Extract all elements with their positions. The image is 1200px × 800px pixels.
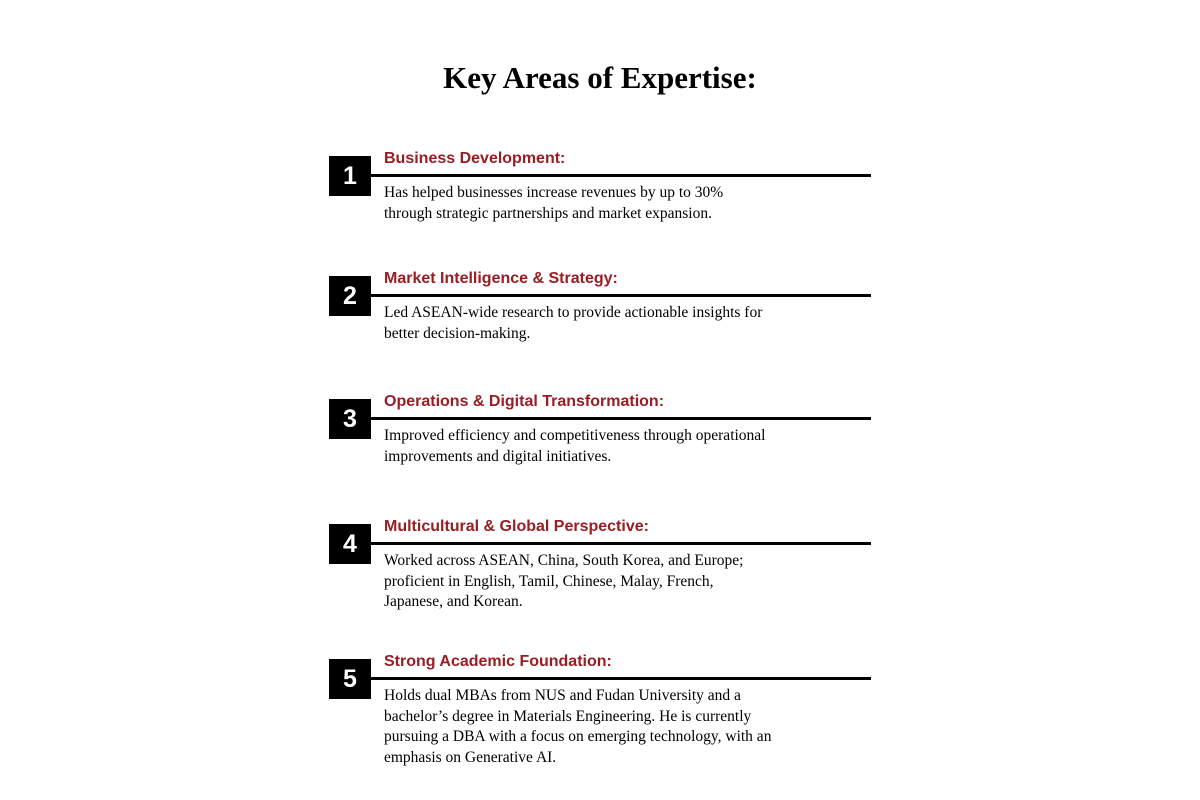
heading-rule	[371, 542, 871, 545]
description-line: Holds dual MBAs from NUS and Fudan University and a	[384, 687, 741, 704]
description-line: pursuing a DBA with a focus on emerging technology, with an	[384, 728, 772, 745]
item-heading: Business Development:	[384, 150, 566, 167]
item-heading: Multicultural & Global Perspective:	[384, 518, 649, 535]
description-line: Has helped businesses increase revenues by up to 30%	[384, 184, 724, 201]
page-title: Key Areas of Expertise:	[443, 60, 757, 95]
description-line: better decision-making.	[384, 324, 531, 342]
item-description	[384, 686, 814, 768]
description-line: Led ASEAN-wide research to provide actionable insights for	[384, 304, 763, 321]
description-line: Japanese, and Korean.	[384, 593, 523, 610]
number-box: 1	[329, 156, 371, 196]
description-line: improvements and digital initiatives.	[384, 447, 612, 465]
item-heading: Operations & Digital Transformation:	[384, 393, 665, 410]
description-line: proficient in English, Tamil, Chinese, Malay, French,	[384, 572, 714, 590]
description-line: Worked across ASEAN, China, South Korea, and Europe;	[384, 552, 744, 569]
item-description	[384, 426, 814, 467]
number-box: 4	[329, 524, 371, 564]
description-line: through strategic partnerships and market expansion.	[384, 204, 712, 222]
description-line: bachelor’s degree in Materials Engineering. He is currently	[384, 707, 752, 725]
description-line: emphasis on Generative AI.	[384, 748, 557, 766]
item-description	[384, 551, 814, 613]
item-heading: Market Intelligence & Strategy:	[384, 270, 618, 287]
number-box: 5	[329, 659, 371, 699]
heading-rule	[371, 174, 871, 177]
item-heading: Strong Academic Foundation:	[384, 653, 612, 670]
description-line: Improved efficiency and competitiveness through operational	[384, 427, 766, 444]
item-description	[384, 183, 814, 224]
heading-rule	[371, 677, 871, 680]
number-box: 2	[329, 276, 371, 316]
item-description	[384, 303, 814, 344]
heading-rule	[371, 294, 871, 297]
heading-rule	[371, 417, 871, 420]
number-box: 3	[329, 399, 371, 439]
